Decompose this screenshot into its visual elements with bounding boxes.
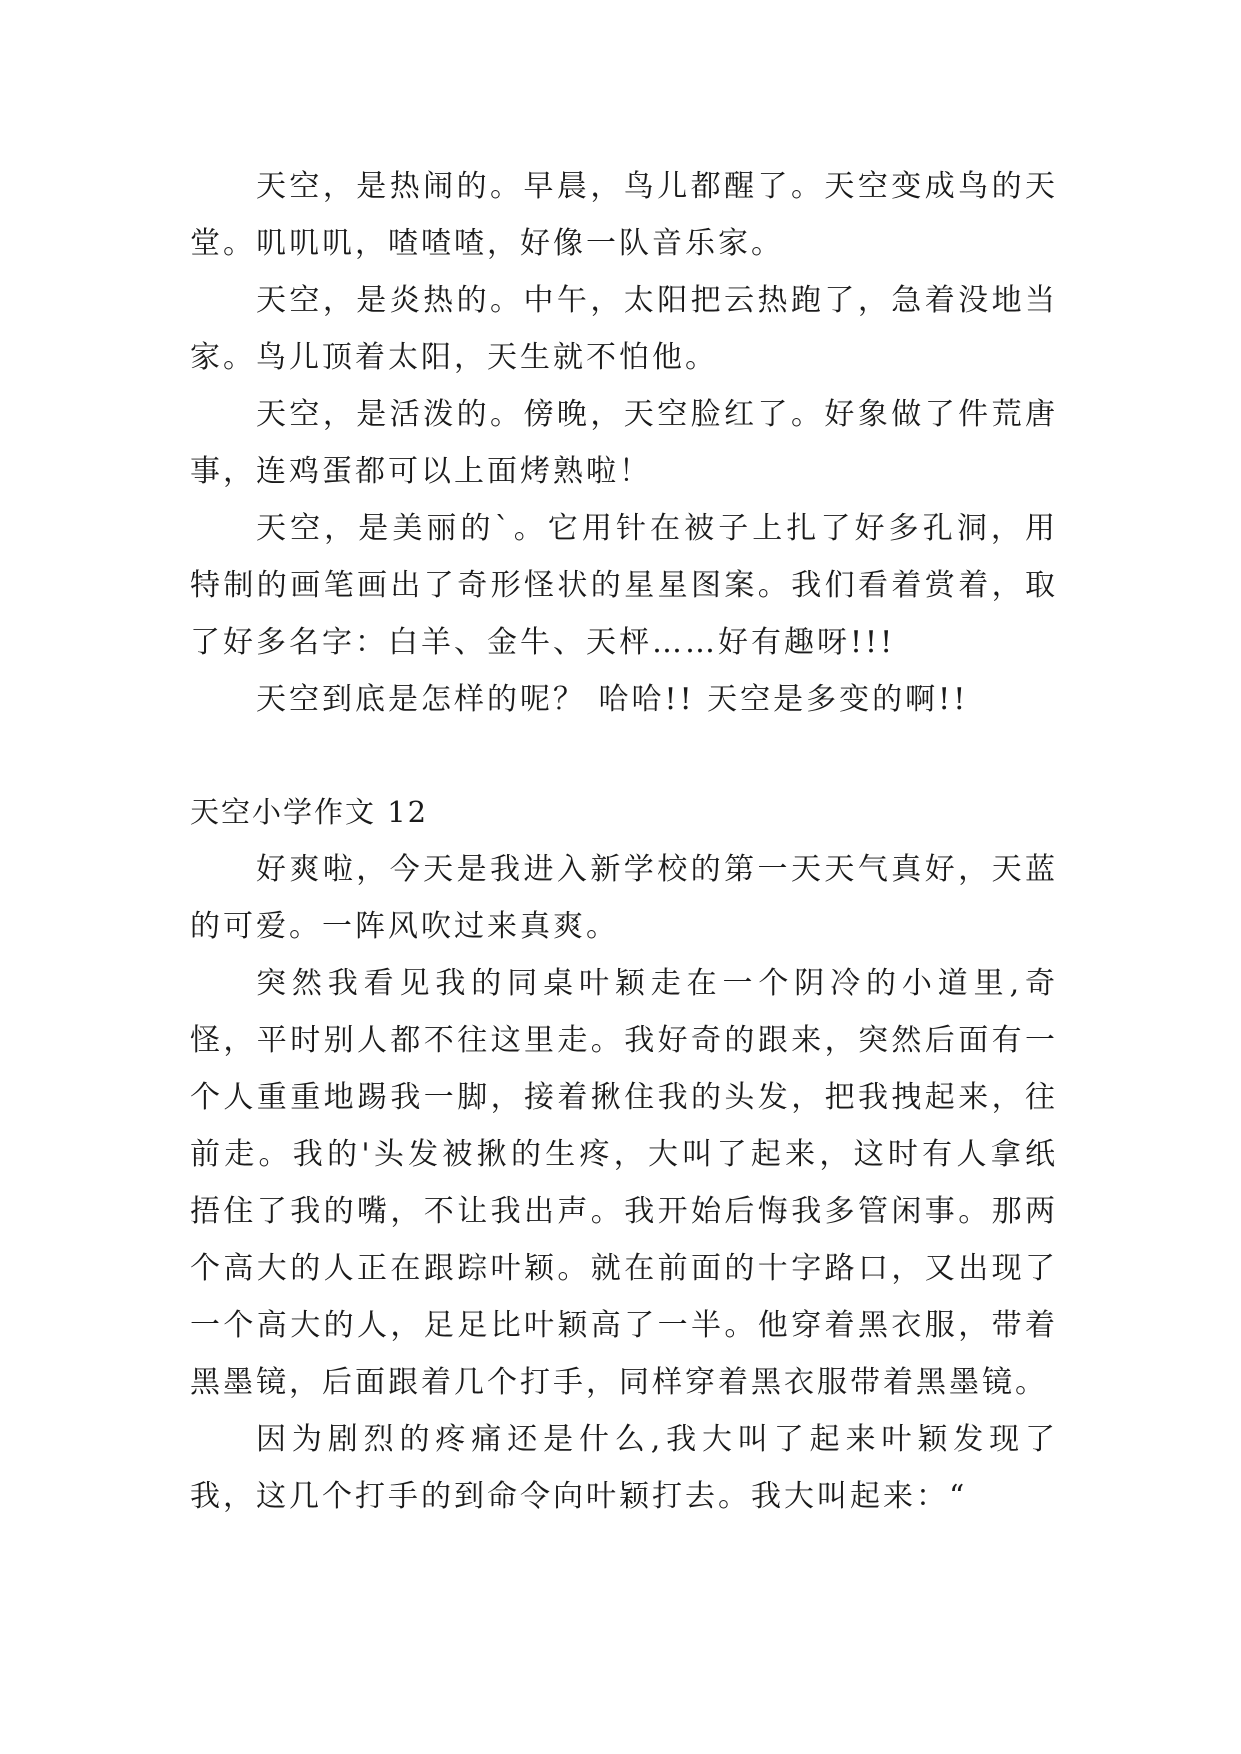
section-spacer — [190, 728, 1058, 784]
paragraph: 天空，是热闹的。早晨，鸟儿都醒了。天空变成鸟的天堂。叽叽叽，喳喳喳，好像一队音乐家。 — [190, 169, 1058, 261]
paragraph: 天空，是美丽的`。它用针在被子上扎了好多孔洞，用特制的画笔画出了奇形怪状的星星图案。我们看着赏着，取了好多名字：白羊、金牛、天枰……好有趣呀!!! — [190, 511, 1058, 660]
paragraph: 突然我看见我的同桌叶颖走在一个阴冷的小道里,奇怪，平时别人都不往这里走。我好奇的跟来，突然后面有一个人重重地踢我一脚，接着揪住我的头发，把我拽起来，往前走。我的'头发被揪的生疼，大叫了起来，这时有人拿纸捂住了我的嘴，不让我出声。我开始后悔我多管闲事。那两个高大的人正在跟踪叶颖。就在前面的十字路口，又出现了一个高大的人，足足比叶颖高了一半。他穿着黑衣服，带着黑墨镜，后面跟着几个打手，同样穿着黑衣服带着黑墨镜。 — [190, 966, 1058, 1400]
paragraph: 天空，是炎热的。中午，太阳把云热跑了，急着没地当家。鸟儿顶着太阳，天生就不怕他。 — [190, 283, 1058, 375]
paragraph: 好爽啦，今天是我进入新学校的第一天天气真好，天蓝的可爱。一阵风吹过来真爽。 — [190, 852, 1058, 944]
paragraph: 天空，是活泼的。傍晚，天空脸红了。好象做了件荒唐事，连鸡蛋都可以上面烤熟啦！ — [190, 397, 1058, 489]
document-body — [190, 158, 1058, 1525]
paragraph: 天空到底是怎样的呢？ 哈哈!! 天空是多变的啊!! — [256, 682, 969, 717]
paragraph: 因为剧烈的疼痛还是什么,我大叫了起来叶颖发现了我，这几个打手的到命令向叶颖打去。我大叫起来：“ — [190, 1422, 1058, 1514]
essay-title: 天空小学作文 12 — [190, 795, 429, 829]
